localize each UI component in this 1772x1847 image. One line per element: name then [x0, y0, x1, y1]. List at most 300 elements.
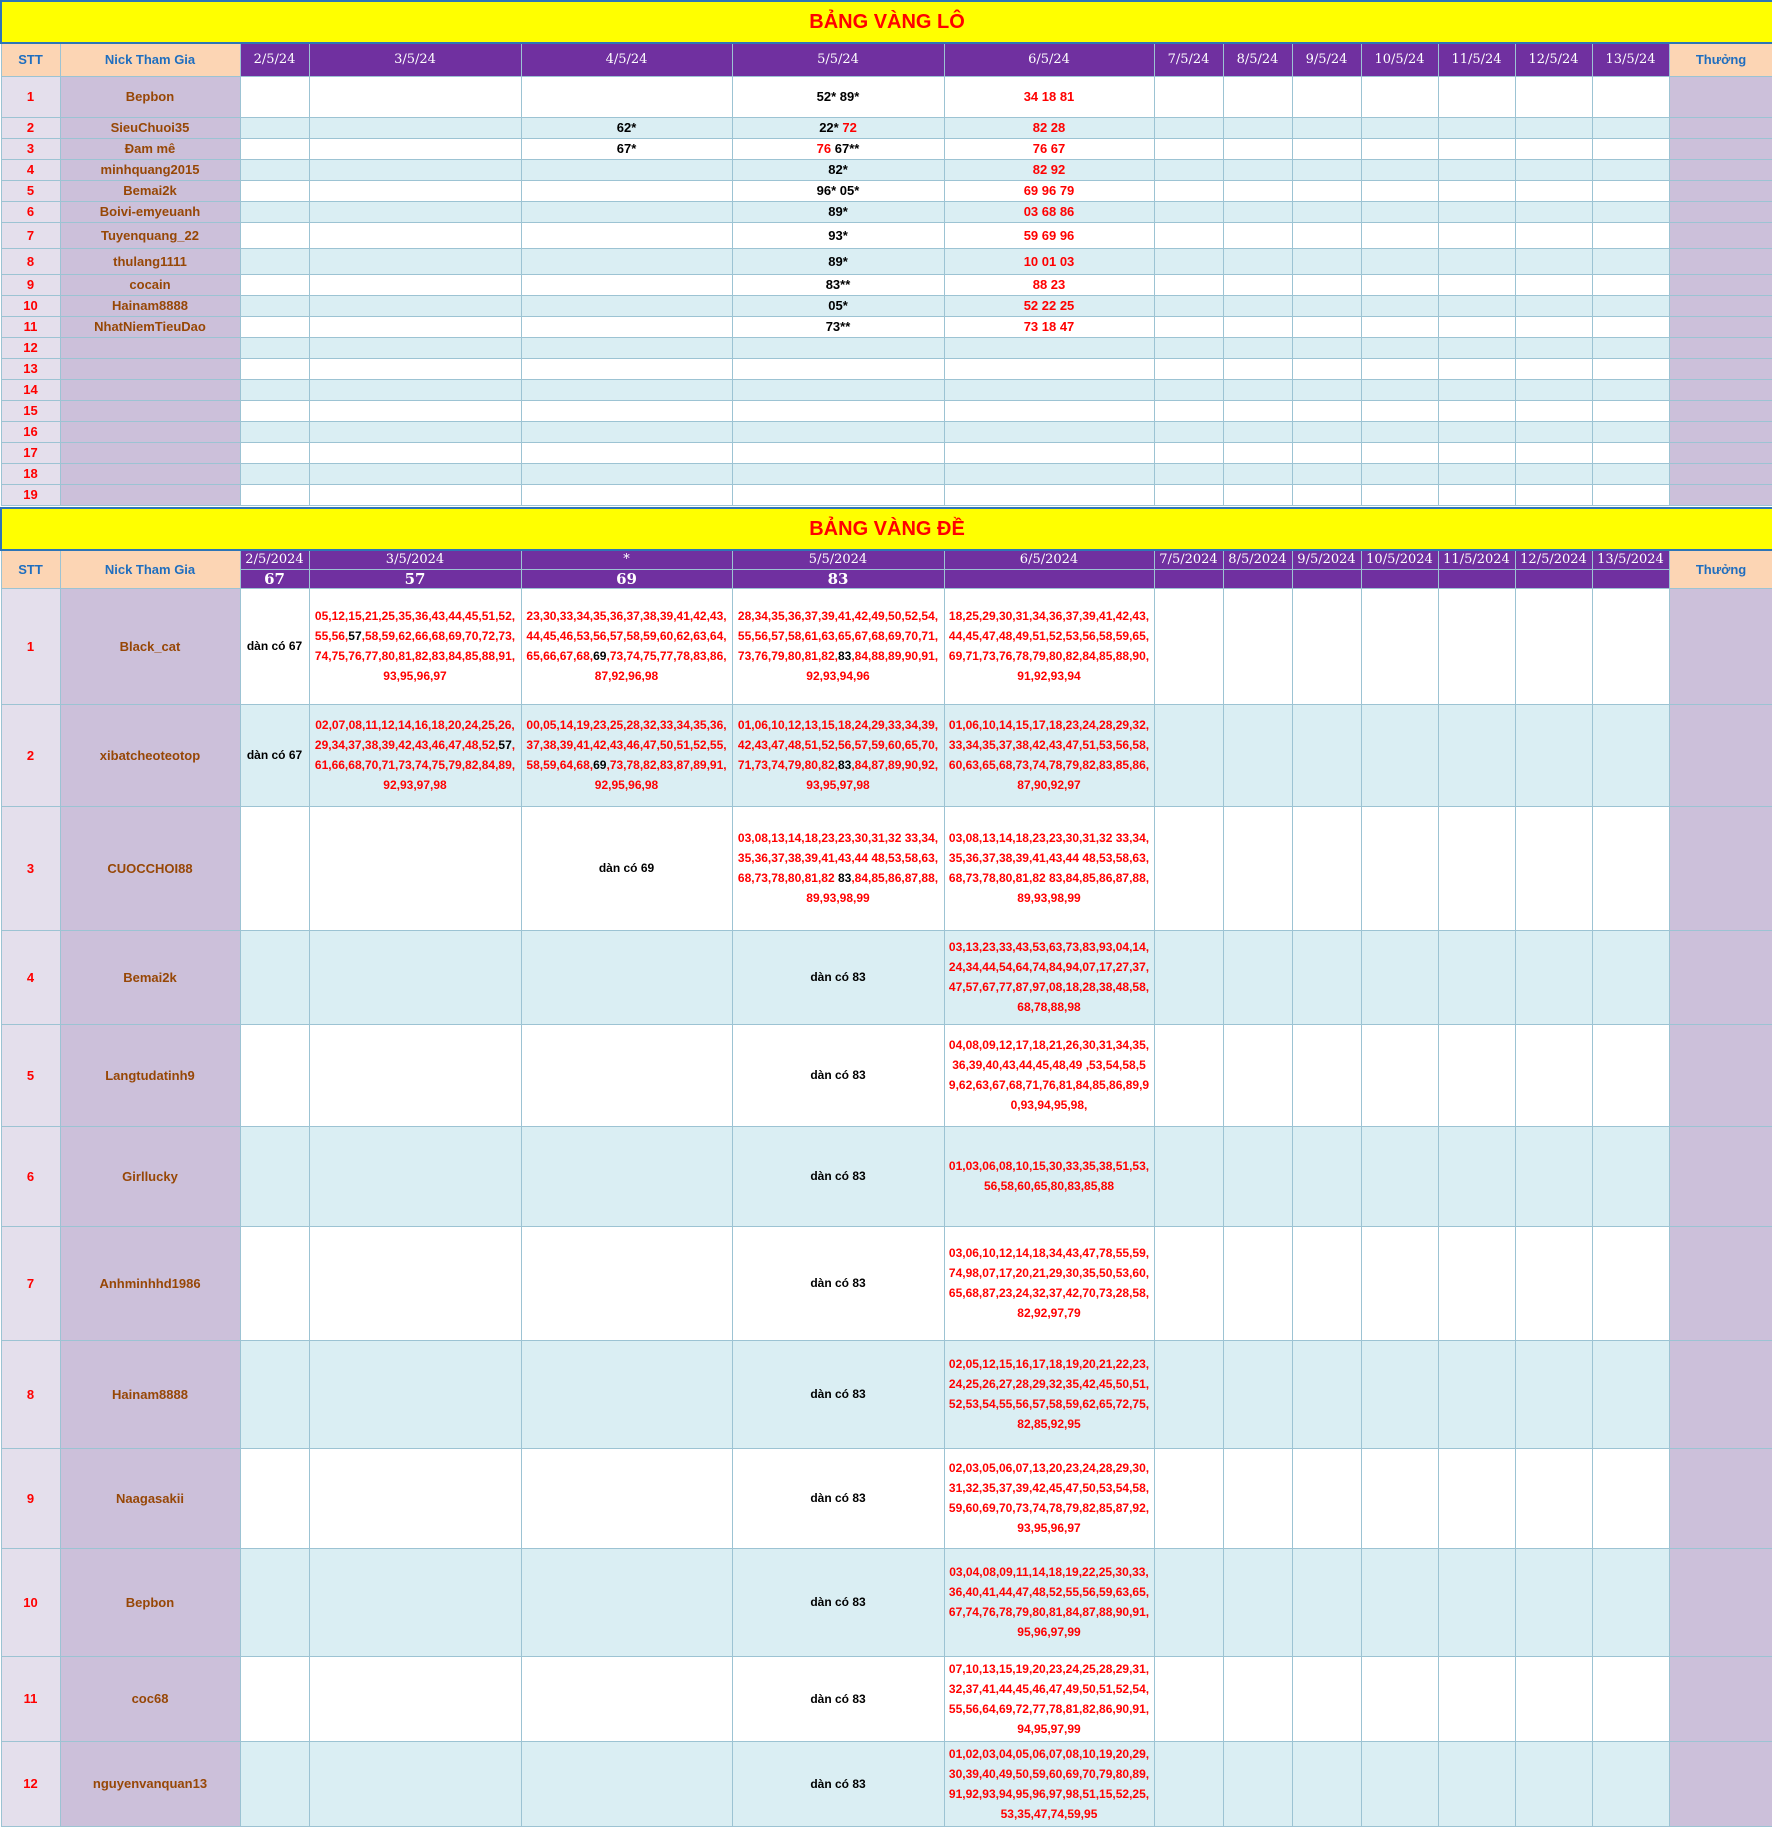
de-cell[interactable] — [1292, 1741, 1361, 1826]
lo-cell[interactable] — [1223, 222, 1292, 248]
de-cell[interactable] — [1292, 1226, 1361, 1340]
de-cell[interactable] — [309, 1656, 521, 1741]
lo-cell[interactable] — [1361, 484, 1438, 505]
lo-cell[interactable] — [732, 76, 944, 117]
de-nick[interactable]: Bemai2k — [60, 930, 240, 1024]
lo-cell[interactable] — [1154, 484, 1223, 505]
de-cell[interactable] — [521, 930, 732, 1024]
lo-cell[interactable] — [1515, 442, 1592, 463]
de-cell[interactable] — [1223, 1024, 1292, 1126]
lo-cell[interactable] — [944, 421, 1154, 442]
lo-cell[interactable] — [521, 484, 732, 505]
de-cell[interactable] — [309, 930, 521, 1024]
de-cell[interactable] — [521, 1548, 732, 1656]
lo-cell[interactable] — [1592, 442, 1669, 463]
lo-cell[interactable] — [240, 442, 309, 463]
lo-cell[interactable] — [1592, 117, 1669, 138]
lo-cell[interactable] — [944, 358, 1154, 379]
lo-nick[interactable]: Đam mê — [60, 138, 240, 159]
lo-cell[interactable] — [1223, 295, 1292, 316]
lo-cell[interactable] — [732, 180, 944, 201]
de-cell[interactable] — [1292, 1126, 1361, 1226]
de-cell[interactable] — [240, 1226, 309, 1340]
de-cell[interactable] — [1292, 1024, 1361, 1126]
lo-cell[interactable] — [240, 463, 309, 484]
de-cell[interactable] — [1592, 930, 1669, 1024]
lo-cell[interactable] — [1515, 117, 1592, 138]
de-cell[interactable] — [309, 1024, 521, 1126]
de-cell[interactable] — [1438, 1126, 1515, 1226]
lo-cell[interactable] — [1592, 138, 1669, 159]
lo-cell[interactable] — [1154, 76, 1223, 117]
lo-cell[interactable] — [1515, 316, 1592, 337]
lo-cell[interactable] — [309, 316, 521, 337]
lo-cell[interactable] — [1438, 222, 1515, 248]
lo-cell[interactable] — [521, 222, 732, 248]
de-cell[interactable] — [1292, 1656, 1361, 1741]
de-cell[interactable] — [309, 704, 521, 806]
lo-cell[interactable] — [1438, 159, 1515, 180]
lo-cell[interactable] — [944, 201, 1154, 222]
lo-cell[interactable] — [1292, 274, 1361, 295]
lo-cell[interactable] — [1154, 117, 1223, 138]
de-cell[interactable] — [1515, 1448, 1592, 1548]
de-cell[interactable] — [309, 588, 521, 704]
lo-cell[interactable] — [944, 400, 1154, 421]
lo-cell[interactable] — [732, 337, 944, 358]
de-cell[interactable] — [1361, 588, 1438, 704]
lo-cell[interactable] — [1154, 138, 1223, 159]
lo-cell[interactable] — [1592, 463, 1669, 484]
de-cell[interactable] — [944, 704, 1154, 806]
de-cell[interactable] — [1361, 1448, 1438, 1548]
de-cell[interactable] — [1515, 806, 1592, 930]
de-cell[interactable] — [240, 588, 309, 704]
lo-cell[interactable] — [1223, 117, 1292, 138]
lo-cell[interactable] — [240, 248, 309, 274]
de-cell[interactable] — [1592, 588, 1669, 704]
de-cell[interactable] — [521, 1448, 732, 1548]
lo-cell[interactable] — [1592, 421, 1669, 442]
lo-cell[interactable] — [240, 484, 309, 505]
de-cell[interactable] — [1154, 1548, 1223, 1656]
de-cell[interactable] — [309, 1741, 521, 1826]
lo-cell[interactable] — [1361, 358, 1438, 379]
lo-cell[interactable] — [1438, 76, 1515, 117]
de-cell[interactable] — [1438, 1741, 1515, 1826]
lo-nick[interactable]: cocain — [60, 274, 240, 295]
lo-cell[interactable] — [944, 117, 1154, 138]
lo-cell[interactable] — [521, 442, 732, 463]
lo-cell[interactable] — [1438, 138, 1515, 159]
de-cell[interactable] — [1292, 806, 1361, 930]
lo-nick[interactable] — [60, 463, 240, 484]
lo-cell[interactable] — [240, 316, 309, 337]
de-cell[interactable] — [1361, 704, 1438, 806]
de-cell[interactable] — [944, 1656, 1154, 1741]
de-cell[interactable] — [1154, 704, 1223, 806]
lo-cell[interactable] — [1438, 180, 1515, 201]
de-cell[interactable] — [1223, 1548, 1292, 1656]
lo-cell[interactable] — [944, 180, 1154, 201]
lo-cell[interactable] — [521, 316, 732, 337]
de-cell[interactable] — [1438, 1548, 1515, 1656]
lo-cell[interactable] — [732, 400, 944, 421]
de-cell[interactable] — [1592, 1226, 1669, 1340]
lo-cell[interactable] — [521, 295, 732, 316]
de-cell[interactable] — [1515, 1656, 1592, 1741]
de-cell[interactable] — [732, 930, 944, 1024]
lo-cell[interactable] — [521, 421, 732, 442]
lo-cell[interactable] — [1292, 463, 1361, 484]
lo-cell[interactable] — [1438, 400, 1515, 421]
lo-cell[interactable] — [1592, 180, 1669, 201]
lo-cell[interactable] — [240, 159, 309, 180]
lo-cell[interactable] — [1292, 358, 1361, 379]
de-cell[interactable] — [240, 1741, 309, 1826]
lo-cell[interactable] — [1223, 379, 1292, 400]
de-cell[interactable] — [1154, 1340, 1223, 1448]
lo-cell[interactable] — [1592, 379, 1669, 400]
lo-cell[interactable] — [521, 337, 732, 358]
lo-cell[interactable] — [1223, 138, 1292, 159]
lo-cell[interactable] — [1438, 358, 1515, 379]
lo-cell[interactable] — [1361, 159, 1438, 180]
de-cell[interactable] — [1592, 1340, 1669, 1448]
de-cell[interactable] — [1361, 1226, 1438, 1340]
lo-cell[interactable] — [521, 138, 732, 159]
de-cell[interactable] — [1515, 1226, 1592, 1340]
de-cell[interactable] — [1223, 1741, 1292, 1826]
de-cell[interactable] — [1592, 1448, 1669, 1548]
de-cell[interactable] — [521, 588, 732, 704]
lo-cell[interactable] — [1292, 117, 1361, 138]
lo-cell[interactable] — [240, 400, 309, 421]
lo-cell[interactable] — [309, 138, 521, 159]
lo-cell[interactable] — [732, 463, 944, 484]
de-nick[interactable]: nguyenvanquan13 — [60, 1741, 240, 1826]
lo-cell[interactable] — [521, 180, 732, 201]
de-cell[interactable] — [1515, 1548, 1592, 1656]
lo-cell[interactable] — [1223, 337, 1292, 358]
lo-nick[interactable]: Bemai2k — [60, 180, 240, 201]
lo-cell[interactable] — [944, 159, 1154, 180]
lo-cell[interactable] — [1223, 358, 1292, 379]
de-cell[interactable] — [1438, 1024, 1515, 1126]
lo-cell[interactable] — [309, 248, 521, 274]
lo-cell[interactable] — [1438, 442, 1515, 463]
lo-cell[interactable] — [1592, 400, 1669, 421]
de-cell[interactable] — [1154, 1656, 1223, 1741]
lo-cell[interactable] — [1361, 201, 1438, 222]
lo-cell[interactable] — [1223, 421, 1292, 442]
de-cell[interactable] — [1438, 806, 1515, 930]
lo-cell[interactable] — [521, 400, 732, 421]
lo-cell[interactable] — [1515, 159, 1592, 180]
lo-cell[interactable] — [1592, 295, 1669, 316]
de-cell[interactable] — [732, 1548, 944, 1656]
lo-cell[interactable] — [1154, 248, 1223, 274]
de-cell[interactable] — [521, 1226, 732, 1340]
de-cell[interactable] — [1515, 930, 1592, 1024]
lo-cell[interactable] — [1438, 316, 1515, 337]
de-nick[interactable]: Black_cat — [60, 588, 240, 704]
lo-cell[interactable] — [240, 117, 309, 138]
lo-cell[interactable] — [1592, 76, 1669, 117]
de-cell[interactable] — [1515, 1126, 1592, 1226]
de-nick[interactable]: xibatcheoteotop — [60, 704, 240, 806]
lo-cell[interactable] — [1154, 421, 1223, 442]
de-cell[interactable] — [1292, 1548, 1361, 1656]
lo-cell[interactable] — [1438, 337, 1515, 358]
de-cell[interactable] — [944, 1126, 1154, 1226]
de-cell[interactable] — [944, 1226, 1154, 1340]
de-cell[interactable] — [1361, 1126, 1438, 1226]
de-nick[interactable]: CUOCCHOI88 — [60, 806, 240, 930]
lo-cell[interactable] — [521, 201, 732, 222]
de-cell[interactable] — [944, 1448, 1154, 1548]
lo-cell[interactable] — [732, 117, 944, 138]
lo-cell[interactable] — [1515, 484, 1592, 505]
lo-cell[interactable] — [240, 201, 309, 222]
de-cell[interactable] — [240, 806, 309, 930]
de-cell[interactable] — [1361, 1548, 1438, 1656]
lo-cell[interactable] — [1223, 400, 1292, 421]
lo-cell[interactable] — [1438, 295, 1515, 316]
lo-cell[interactable] — [1292, 76, 1361, 117]
lo-cell[interactable] — [1361, 138, 1438, 159]
lo-cell[interactable] — [1438, 463, 1515, 484]
de-cell[interactable] — [1592, 704, 1669, 806]
lo-cell[interactable] — [1592, 222, 1669, 248]
de-cell[interactable] — [1154, 1448, 1223, 1548]
lo-cell[interactable] — [944, 484, 1154, 505]
lo-cell[interactable] — [1515, 295, 1592, 316]
lo-cell[interactable] — [309, 463, 521, 484]
de-cell[interactable] — [1592, 1126, 1669, 1226]
lo-cell[interactable] — [309, 421, 521, 442]
lo-cell[interactable] — [1154, 337, 1223, 358]
lo-cell[interactable] — [1361, 337, 1438, 358]
lo-cell[interactable] — [309, 222, 521, 248]
lo-cell[interactable] — [732, 421, 944, 442]
lo-cell[interactable] — [1154, 180, 1223, 201]
de-cell[interactable] — [944, 806, 1154, 930]
lo-cell[interactable] — [521, 248, 732, 274]
lo-cell[interactable] — [1515, 358, 1592, 379]
lo-cell[interactable] — [944, 138, 1154, 159]
lo-cell[interactable] — [1361, 222, 1438, 248]
lo-cell[interactable] — [1515, 421, 1592, 442]
lo-cell[interactable] — [1292, 484, 1361, 505]
de-cell[interactable] — [1592, 1656, 1669, 1741]
de-cell[interactable] — [1361, 1741, 1438, 1826]
de-cell[interactable] — [240, 1340, 309, 1448]
de-cell[interactable] — [1154, 806, 1223, 930]
de-cell[interactable] — [240, 1656, 309, 1741]
lo-nick[interactable] — [60, 442, 240, 463]
de-cell[interactable] — [309, 1340, 521, 1448]
de-cell[interactable] — [521, 1126, 732, 1226]
lo-cell[interactable] — [732, 201, 944, 222]
de-cell[interactable] — [1438, 1656, 1515, 1741]
lo-cell[interactable] — [1515, 400, 1592, 421]
de-cell[interactable] — [732, 1126, 944, 1226]
lo-cell[interactable] — [1515, 180, 1592, 201]
lo-cell[interactable] — [1292, 180, 1361, 201]
lo-cell[interactable] — [1438, 201, 1515, 222]
de-cell[interactable] — [1515, 588, 1592, 704]
de-cell[interactable] — [309, 1126, 521, 1226]
lo-cell[interactable] — [1515, 337, 1592, 358]
lo-cell[interactable] — [1292, 222, 1361, 248]
lo-cell[interactable] — [1438, 248, 1515, 274]
lo-cell[interactable] — [1361, 180, 1438, 201]
de-cell[interactable] — [1515, 1024, 1592, 1126]
de-cell[interactable] — [1361, 806, 1438, 930]
lo-nick[interactable] — [60, 484, 240, 505]
lo-cell[interactable] — [1515, 248, 1592, 274]
de-cell[interactable] — [1438, 930, 1515, 1024]
de-nick[interactable]: Bepbon — [60, 1548, 240, 1656]
lo-cell[interactable] — [240, 295, 309, 316]
lo-cell[interactable] — [1154, 400, 1223, 421]
lo-cell[interactable] — [1515, 463, 1592, 484]
de-cell[interactable] — [1292, 1448, 1361, 1548]
de-nick[interactable]: Hainam8888 — [60, 1340, 240, 1448]
lo-cell[interactable] — [944, 274, 1154, 295]
de-cell[interactable] — [944, 1340, 1154, 1448]
lo-cell[interactable] — [309, 484, 521, 505]
lo-cell[interactable] — [1361, 117, 1438, 138]
lo-cell[interactable] — [240, 76, 309, 117]
lo-cell[interactable] — [1592, 358, 1669, 379]
de-cell[interactable] — [1292, 588, 1361, 704]
de-cell[interactable] — [732, 588, 944, 704]
lo-cell[interactable] — [1154, 316, 1223, 337]
lo-cell[interactable] — [1515, 222, 1592, 248]
lo-cell[interactable] — [1292, 159, 1361, 180]
lo-cell[interactable] — [309, 76, 521, 117]
de-cell[interactable] — [1592, 1741, 1669, 1826]
de-cell[interactable] — [1223, 806, 1292, 930]
lo-nick[interactable]: Hainam8888 — [60, 295, 240, 316]
lo-cell[interactable] — [944, 337, 1154, 358]
lo-cell[interactable] — [1361, 76, 1438, 117]
lo-cell[interactable] — [1361, 274, 1438, 295]
de-cell[interactable] — [944, 1741, 1154, 1826]
de-cell[interactable] — [1154, 1024, 1223, 1126]
de-cell[interactable] — [732, 806, 944, 930]
lo-cell[interactable] — [240, 138, 309, 159]
lo-cell[interactable] — [732, 248, 944, 274]
lo-cell[interactable] — [1592, 248, 1669, 274]
lo-cell[interactable] — [1592, 316, 1669, 337]
lo-cell[interactable] — [1292, 337, 1361, 358]
lo-cell[interactable] — [1438, 274, 1515, 295]
lo-cell[interactable] — [1361, 442, 1438, 463]
lo-cell[interactable] — [944, 379, 1154, 400]
lo-cell[interactable] — [1361, 421, 1438, 442]
lo-cell[interactable] — [1223, 201, 1292, 222]
de-cell[interactable] — [1292, 1340, 1361, 1448]
lo-cell[interactable] — [944, 295, 1154, 316]
lo-nick[interactable] — [60, 358, 240, 379]
de-cell[interactable] — [240, 1126, 309, 1226]
lo-cell[interactable] — [309, 379, 521, 400]
lo-cell[interactable] — [240, 421, 309, 442]
de-cell[interactable] — [1438, 1448, 1515, 1548]
lo-cell[interactable] — [309, 337, 521, 358]
lo-cell[interactable] — [1292, 201, 1361, 222]
de-cell[interactable] — [944, 930, 1154, 1024]
lo-cell[interactable] — [1515, 379, 1592, 400]
lo-cell[interactable] — [944, 463, 1154, 484]
de-cell[interactable] — [732, 1741, 944, 1826]
de-cell[interactable] — [1154, 930, 1223, 1024]
lo-cell[interactable] — [521, 463, 732, 484]
lo-cell[interactable] — [1292, 138, 1361, 159]
lo-cell[interactable] — [1292, 379, 1361, 400]
de-cell[interactable] — [1154, 1226, 1223, 1340]
lo-cell[interactable] — [1292, 442, 1361, 463]
de-cell[interactable] — [1438, 1226, 1515, 1340]
de-nick[interactable]: Langtudatinh9 — [60, 1024, 240, 1126]
lo-nick[interactable]: Boivi-emyeuanh — [60, 201, 240, 222]
de-cell[interactable] — [1438, 1340, 1515, 1448]
de-cell[interactable] — [1223, 1340, 1292, 1448]
lo-cell[interactable] — [944, 442, 1154, 463]
lo-cell[interactable] — [1515, 76, 1592, 117]
lo-cell[interactable] — [1154, 159, 1223, 180]
de-cell[interactable] — [309, 1448, 521, 1548]
lo-cell[interactable] — [240, 274, 309, 295]
lo-cell[interactable] — [1154, 295, 1223, 316]
lo-cell[interactable] — [521, 379, 732, 400]
lo-cell[interactable] — [732, 379, 944, 400]
lo-cell[interactable] — [240, 337, 309, 358]
lo-cell[interactable] — [1515, 138, 1592, 159]
lo-cell[interactable] — [944, 248, 1154, 274]
de-cell[interactable] — [1515, 704, 1592, 806]
lo-cell[interactable] — [1292, 248, 1361, 274]
lo-cell[interactable] — [944, 316, 1154, 337]
lo-nick[interactable]: Bepbon — [60, 76, 240, 117]
lo-cell[interactable] — [1154, 358, 1223, 379]
lo-cell[interactable] — [732, 442, 944, 463]
de-cell[interactable] — [1438, 588, 1515, 704]
lo-nick[interactable] — [60, 379, 240, 400]
de-cell[interactable] — [944, 1548, 1154, 1656]
de-cell[interactable] — [1361, 1656, 1438, 1741]
lo-cell[interactable] — [1223, 180, 1292, 201]
de-cell[interactable] — [240, 1548, 309, 1656]
lo-cell[interactable] — [309, 358, 521, 379]
lo-cell[interactable] — [944, 222, 1154, 248]
lo-nick[interactable]: thulang1111 — [60, 248, 240, 274]
de-cell[interactable] — [1154, 588, 1223, 704]
de-cell[interactable] — [732, 1226, 944, 1340]
de-cell[interactable] — [521, 806, 732, 930]
de-cell[interactable] — [521, 1024, 732, 1126]
lo-cell[interactable] — [1223, 248, 1292, 274]
lo-cell[interactable] — [1223, 316, 1292, 337]
lo-cell[interactable] — [732, 222, 944, 248]
de-cell[interactable] — [1438, 704, 1515, 806]
de-nick[interactable]: Naagasakii — [60, 1448, 240, 1548]
lo-cell[interactable] — [240, 379, 309, 400]
lo-cell[interactable] — [1592, 484, 1669, 505]
